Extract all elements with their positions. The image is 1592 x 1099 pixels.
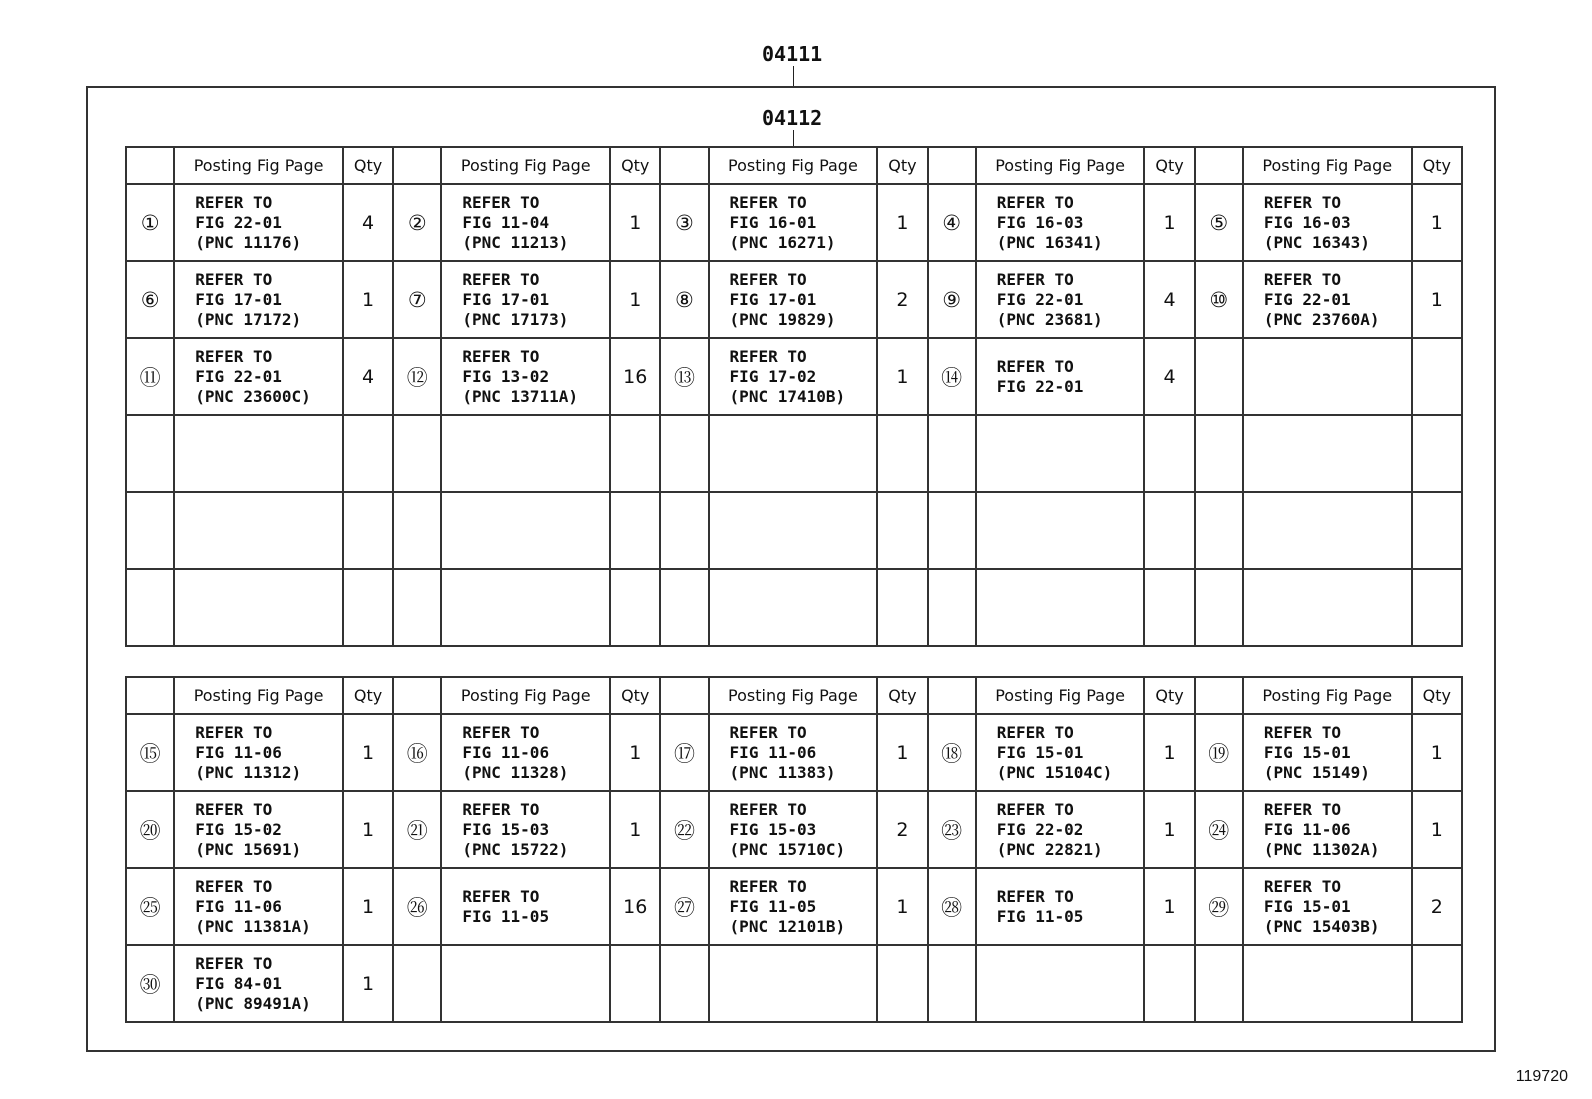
table-row	[126, 184, 1462, 261]
fig-reference-line: (PNC 16341)	[996, 232, 1103, 252]
qty-cell: 4	[343, 338, 393, 415]
ref-number: ⑯	[393, 714, 441, 791]
qty-cell: 1	[877, 714, 927, 791]
header-posting-fig-page: Posting Fig Page	[709, 147, 878, 184]
header-ref-number	[126, 677, 174, 714]
fig-reference-cell	[709, 415, 878, 492]
qty-cell	[610, 569, 660, 646]
header-posting-fig-page: Posting Fig Page	[1243, 147, 1412, 184]
header-qty: Qty	[1144, 677, 1194, 714]
fig-reference-cell	[174, 184, 343, 261]
ref-number: ㉕	[126, 868, 174, 945]
header-qty: Qty	[877, 677, 927, 714]
fig-reference-line: FIG 22-02	[996, 819, 1084, 839]
qty-cell: 1	[1144, 868, 1194, 945]
reference-table-upper	[125, 146, 1463, 647]
ref-number	[393, 415, 441, 492]
ref-number: ①	[126, 184, 174, 261]
qty-cell: 1	[343, 261, 393, 338]
qty-cell	[343, 569, 393, 646]
qty-cell: 1	[343, 791, 393, 868]
fig-reference-cell	[1243, 714, 1412, 791]
fig-reference-line: FIG 11-05	[462, 906, 550, 926]
table-body	[126, 184, 1462, 646]
fig-reference-cell	[441, 569, 610, 646]
fig-reference-line: (PNC 17172)	[195, 309, 302, 329]
fig-reference-cell	[709, 261, 878, 338]
qty-cell: 1	[1412, 714, 1462, 791]
fig-reference-line: (PNC 11213)	[462, 232, 569, 252]
ref-number: ⑱	[928, 714, 976, 791]
assembly-label-04112: 04112	[762, 106, 823, 130]
fig-reference-line: FIG 15-01	[996, 742, 1084, 762]
ref-number: ④	[928, 184, 976, 261]
fig-reference-cell	[441, 492, 610, 569]
fig-reference-line: FIG 11-05	[729, 896, 817, 916]
ref-number	[126, 415, 174, 492]
ref-number: ㉙	[1195, 868, 1243, 945]
fig-reference-line: FIG 84-01	[195, 973, 282, 993]
fig-reference-line: REFER TO	[1263, 269, 1341, 289]
table-row	[126, 945, 1462, 1022]
fig-reference-cell	[441, 714, 610, 791]
ref-number	[660, 569, 708, 646]
fig-reference-line: REFER TO	[996, 356, 1074, 376]
header-posting-fig-page: Posting Fig Page	[709, 677, 878, 714]
header-ref-number	[660, 147, 708, 184]
header-qty: Qty	[343, 147, 393, 184]
leader-line	[793, 66, 794, 86]
fig-reference-line: REFER TO	[195, 269, 273, 289]
fig-reference-cell	[441, 338, 610, 415]
fig-reference-cell	[976, 569, 1145, 646]
fig-reference-line: (PNC 19829)	[729, 309, 836, 329]
fig-reference-cell	[976, 714, 1145, 791]
fig-reference-line: FIG 22-01	[996, 289, 1084, 309]
fig-reference-line: (PNC 17173)	[462, 309, 569, 329]
qty-cell	[877, 492, 927, 569]
qty-cell: 4	[1144, 261, 1194, 338]
fig-reference-cell	[441, 415, 610, 492]
fig-reference-line: FIG 22-01	[195, 366, 282, 386]
fig-reference-line: (PNC 11383)	[729, 762, 836, 782]
qty-cell: 1	[343, 945, 393, 1022]
fig-reference-cell	[976, 791, 1145, 868]
qty-cell: 1	[1144, 714, 1194, 791]
header-posting-fig-page: Posting Fig Page	[441, 147, 610, 184]
qty-cell	[343, 415, 393, 492]
ref-number: ㉑	[393, 791, 441, 868]
fig-reference-cell	[1243, 261, 1412, 338]
header-row	[126, 147, 1462, 184]
ref-number	[1195, 492, 1243, 569]
fig-reference-cell	[441, 945, 610, 1022]
fig-reference-line: REFER TO	[195, 799, 273, 819]
ref-number	[393, 945, 441, 1022]
header-ref-number	[660, 677, 708, 714]
fig-reference-line: FIG 15-01	[1263, 896, 1351, 916]
fig-reference-line: REFER TO	[195, 876, 273, 896]
fig-reference-line: FIG 22-01	[996, 376, 1084, 396]
ref-number: ⑬	[660, 338, 708, 415]
fig-reference-line: (PNC 15691)	[195, 839, 302, 859]
header-qty: Qty	[1144, 147, 1194, 184]
header-qty: Qty	[343, 677, 393, 714]
fig-reference-line: REFER TO	[195, 722, 273, 742]
fig-reference-cell	[174, 945, 343, 1022]
fig-reference-line: REFER TO	[462, 269, 540, 289]
fig-reference-line: FIG 16-03	[1263, 212, 1351, 232]
qty-cell	[1412, 415, 1462, 492]
ref-number	[393, 569, 441, 646]
ref-number: ㉘	[928, 868, 976, 945]
ref-number: ⑦	[393, 261, 441, 338]
qty-cell	[1144, 492, 1194, 569]
fig-reference-line: REFER TO	[996, 269, 1074, 289]
fig-reference-line: REFER TO	[1263, 799, 1341, 819]
ref-number	[928, 415, 976, 492]
fig-reference-line: FIG 11-05	[996, 906, 1084, 926]
fig-reference-line: (PNC 16271)	[729, 232, 836, 252]
qty-cell: 2	[877, 791, 927, 868]
header-qty: Qty	[610, 147, 660, 184]
table-body	[126, 714, 1462, 1022]
qty-cell: 4	[1144, 338, 1194, 415]
qty-cell	[1412, 569, 1462, 646]
fig-reference-line: FIG 17-01	[729, 289, 817, 309]
fig-reference-cell	[174, 569, 343, 646]
qty-cell	[610, 415, 660, 492]
fig-reference-cell	[976, 184, 1145, 261]
fig-reference-line: (PNC 23600C)	[195, 386, 311, 406]
header-ref-number	[1195, 147, 1243, 184]
qty-cell	[1412, 492, 1462, 569]
fig-reference-line: FIG 16-01	[729, 212, 817, 232]
fig-reference-line: (PNC 22821)	[996, 839, 1103, 859]
ref-number	[126, 492, 174, 569]
fig-reference-line: (PNC 89491A)	[195, 993, 311, 1013]
fig-reference-line: (PNC 16343)	[1263, 232, 1370, 252]
header-qty: Qty	[610, 677, 660, 714]
fig-reference-line: FIG 11-06	[195, 896, 282, 916]
ref-number: ㉒	[660, 791, 708, 868]
fig-reference-line: (PNC 11312)	[195, 762, 302, 782]
table-row	[126, 791, 1462, 868]
fig-reference-line: FIG 17-01	[462, 289, 550, 309]
fig-reference-cell	[709, 791, 878, 868]
ref-number	[928, 945, 976, 1022]
fig-reference-line: (PNC 15403B)	[1263, 916, 1380, 936]
fig-reference-line: REFER TO	[996, 722, 1074, 742]
header-posting-fig-page: Posting Fig Page	[976, 147, 1145, 184]
ref-number: ⑭	[928, 338, 976, 415]
qty-cell: 16	[610, 868, 660, 945]
table-row	[126, 261, 1462, 338]
qty-cell: 2	[877, 261, 927, 338]
header-ref-number	[928, 677, 976, 714]
fig-reference-cell	[1243, 569, 1412, 646]
fig-reference-cell	[174, 714, 343, 791]
leader-line	[793, 130, 794, 146]
fig-reference-line: FIG 15-03	[729, 819, 817, 839]
ref-number	[1195, 569, 1243, 646]
fig-reference-line: (PNC 12101B)	[729, 916, 846, 936]
ref-number: ⑧	[660, 261, 708, 338]
table-row	[126, 338, 1462, 415]
fig-reference-line: (PNC 11328)	[462, 762, 569, 782]
header-qty: Qty	[1412, 147, 1462, 184]
table-row	[126, 415, 1462, 492]
fig-reference-cell	[976, 261, 1145, 338]
qty-cell: 1	[1412, 791, 1462, 868]
ref-number: ⑨	[928, 261, 976, 338]
fig-reference-line: (PNC 15149)	[1263, 762, 1370, 782]
ref-number: ⑪	[126, 338, 174, 415]
fig-reference-line: FIG 11-06	[729, 742, 817, 762]
qty-cell	[1412, 945, 1462, 1022]
ref-number: ②	[393, 184, 441, 261]
qty-cell	[610, 492, 660, 569]
fig-reference-line: FIG 15-01	[1263, 742, 1351, 762]
fig-reference-line: FIG 15-02	[195, 819, 282, 839]
header-ref-number	[1195, 677, 1243, 714]
fig-reference-cell	[709, 945, 878, 1022]
fig-reference-cell	[441, 261, 610, 338]
table-row	[126, 868, 1462, 945]
qty-cell	[1144, 945, 1194, 1022]
fig-reference-cell	[174, 338, 343, 415]
fig-reference-cell	[174, 261, 343, 338]
assembly-label-04111: 04111	[762, 42, 823, 66]
fig-reference-cell	[976, 338, 1145, 415]
qty-cell: 1	[1412, 184, 1462, 261]
ref-number	[393, 492, 441, 569]
fig-reference-line: REFER TO	[462, 192, 540, 212]
header-ref-number	[393, 147, 441, 184]
fig-reference-cell	[174, 791, 343, 868]
ref-number: ⑥	[126, 261, 174, 338]
fig-reference-line: (PNC 13711A)	[462, 386, 578, 406]
fig-reference-line: REFER TO	[996, 886, 1074, 906]
fig-reference-cell	[441, 868, 610, 945]
fig-reference-line: (PNC 11176)	[195, 232, 302, 252]
qty-cell	[1412, 338, 1462, 415]
ref-number	[660, 492, 708, 569]
fig-reference-line: FIG 17-01	[195, 289, 282, 309]
qty-cell: 2	[1412, 868, 1462, 945]
fig-reference-cell	[709, 492, 878, 569]
qty-cell	[877, 945, 927, 1022]
fig-reference-cell	[709, 184, 878, 261]
fig-reference-line: FIG 11-06	[195, 742, 282, 762]
table-header	[126, 147, 1462, 184]
table-row	[126, 569, 1462, 646]
fig-reference-line: REFER TO	[996, 192, 1074, 212]
qty-cell	[1144, 569, 1194, 646]
table-row	[126, 714, 1462, 791]
fig-reference-cell	[976, 945, 1145, 1022]
ref-number	[126, 569, 174, 646]
qty-cell: 1	[1412, 261, 1462, 338]
fig-reference-line: (PNC 23760A)	[1263, 309, 1380, 329]
fig-reference-line: REFER TO	[195, 346, 273, 366]
qty-cell: 1	[877, 338, 927, 415]
ref-number	[928, 569, 976, 646]
reference-table-lower	[125, 676, 1463, 1023]
fig-reference-line: FIG 22-01	[1263, 289, 1351, 309]
fig-reference-cell	[709, 338, 878, 415]
header-ref-number	[393, 677, 441, 714]
fig-reference-line: REFER TO	[729, 346, 807, 366]
table-header	[126, 677, 1462, 714]
ref-number: ⑮	[126, 714, 174, 791]
ref-number	[1195, 338, 1243, 415]
fig-reference-cell	[709, 714, 878, 791]
qty-cell: 1	[610, 714, 660, 791]
fig-reference-line: (PNC 11302A)	[1263, 839, 1380, 859]
ref-number: ⑫	[393, 338, 441, 415]
ref-number: ⑩	[1195, 261, 1243, 338]
qty-cell	[1144, 415, 1194, 492]
fig-reference-cell	[174, 868, 343, 945]
fig-reference-line: (PNC 17410B)	[729, 386, 846, 406]
qty-cell: 4	[343, 184, 393, 261]
qty-cell: 16	[610, 338, 660, 415]
fig-reference-line: REFER TO	[462, 799, 540, 819]
ref-number: ⑳	[126, 791, 174, 868]
ref-number	[660, 945, 708, 1022]
fig-reference-cell	[1243, 868, 1412, 945]
fig-reference-line: REFER TO	[462, 886, 540, 906]
header-posting-fig-page: Posting Fig Page	[441, 677, 610, 714]
fig-reference-line: FIG 16-03	[996, 212, 1084, 232]
fig-reference-line: FIG 22-01	[195, 212, 282, 232]
fig-reference-line: REFER TO	[195, 192, 273, 212]
fig-reference-line: FIG 13-02	[462, 366, 550, 386]
ref-number: ㉗	[660, 868, 708, 945]
fig-reference-cell	[709, 569, 878, 646]
qty-cell	[877, 415, 927, 492]
fig-reference-cell	[1243, 415, 1412, 492]
fig-reference-line: REFER TO	[1263, 192, 1341, 212]
header-ref-number	[928, 147, 976, 184]
fig-reference-cell	[441, 184, 610, 261]
header-posting-fig-page: Posting Fig Page	[1243, 677, 1412, 714]
ref-number: ⑰	[660, 714, 708, 791]
illustration-number: 119720	[1515, 1068, 1568, 1085]
fig-reference-line: (PNC 23681)	[996, 309, 1103, 329]
qty-cell: 1	[343, 714, 393, 791]
fig-reference-cell	[174, 492, 343, 569]
ref-number	[1195, 945, 1243, 1022]
fig-reference-cell	[174, 415, 343, 492]
fig-reference-line: FIG 15-03	[462, 819, 550, 839]
qty-cell: 1	[877, 184, 927, 261]
ref-number: ⑤	[1195, 184, 1243, 261]
fig-reference-line: REFER TO	[195, 953, 273, 973]
fig-reference-line: REFER TO	[1263, 722, 1341, 742]
qty-cell: 1	[610, 184, 660, 261]
header-posting-fig-page: Posting Fig Page	[174, 147, 343, 184]
fig-reference-cell	[1243, 791, 1412, 868]
qty-cell	[610, 945, 660, 1022]
qty-cell: 1	[610, 261, 660, 338]
fig-reference-line: (PNC 15104C)	[996, 762, 1113, 782]
qty-cell: 1	[343, 868, 393, 945]
header-posting-fig-page: Posting Fig Page	[976, 677, 1145, 714]
fig-reference-line: FIG 11-06	[462, 742, 550, 762]
header-ref-number	[126, 147, 174, 184]
fig-reference-line: FIG 11-06	[1263, 819, 1351, 839]
fig-reference-line: REFER TO	[1263, 876, 1341, 896]
fig-reference-line: (PNC 11381A)	[195, 916, 311, 936]
fig-reference-line: REFER TO	[729, 192, 807, 212]
fig-reference-line: REFER TO	[462, 346, 540, 366]
ref-number: ㉔	[1195, 791, 1243, 868]
fig-reference-cell	[709, 868, 878, 945]
fig-reference-cell	[441, 791, 610, 868]
ref-number	[1195, 415, 1243, 492]
fig-reference-line: REFER TO	[729, 876, 807, 896]
qty-cell: 1	[1144, 791, 1194, 868]
fig-reference-cell	[976, 415, 1145, 492]
fig-reference-line: REFER TO	[729, 722, 807, 742]
ref-number: ㉓	[928, 791, 976, 868]
fig-reference-line: REFER TO	[729, 799, 807, 819]
qty-cell: 1	[877, 868, 927, 945]
header-qty: Qty	[1412, 677, 1462, 714]
qty-cell: 1	[1144, 184, 1194, 261]
qty-cell	[343, 492, 393, 569]
qty-cell	[877, 569, 927, 646]
qty-cell: 1	[610, 791, 660, 868]
ref-number: ㉖	[393, 868, 441, 945]
fig-reference-line: REFER TO	[729, 269, 807, 289]
table-row	[126, 492, 1462, 569]
fig-reference-cell	[1243, 492, 1412, 569]
header-posting-fig-page: Posting Fig Page	[174, 677, 343, 714]
fig-reference-cell	[1243, 945, 1412, 1022]
header-qty: Qty	[877, 147, 927, 184]
fig-reference-line: REFER TO	[996, 799, 1074, 819]
fig-reference-line: (PNC 15710C)	[729, 839, 846, 859]
fig-reference-line: FIG 11-04	[462, 212, 550, 232]
fig-reference-cell	[1243, 184, 1412, 261]
header-row	[126, 677, 1462, 714]
ref-number: ⑲	[1195, 714, 1243, 791]
fig-reference-cell	[976, 868, 1145, 945]
fig-reference-line: (PNC 15722)	[462, 839, 569, 859]
fig-reference-line: REFER TO	[462, 722, 540, 742]
ref-number	[928, 492, 976, 569]
fig-reference-cell	[976, 492, 1145, 569]
ref-number: ㉚	[126, 945, 174, 1022]
ref-number: ③	[660, 184, 708, 261]
fig-reference-cell	[1243, 338, 1412, 415]
fig-reference-line: FIG 17-02	[729, 366, 817, 386]
ref-number	[660, 415, 708, 492]
